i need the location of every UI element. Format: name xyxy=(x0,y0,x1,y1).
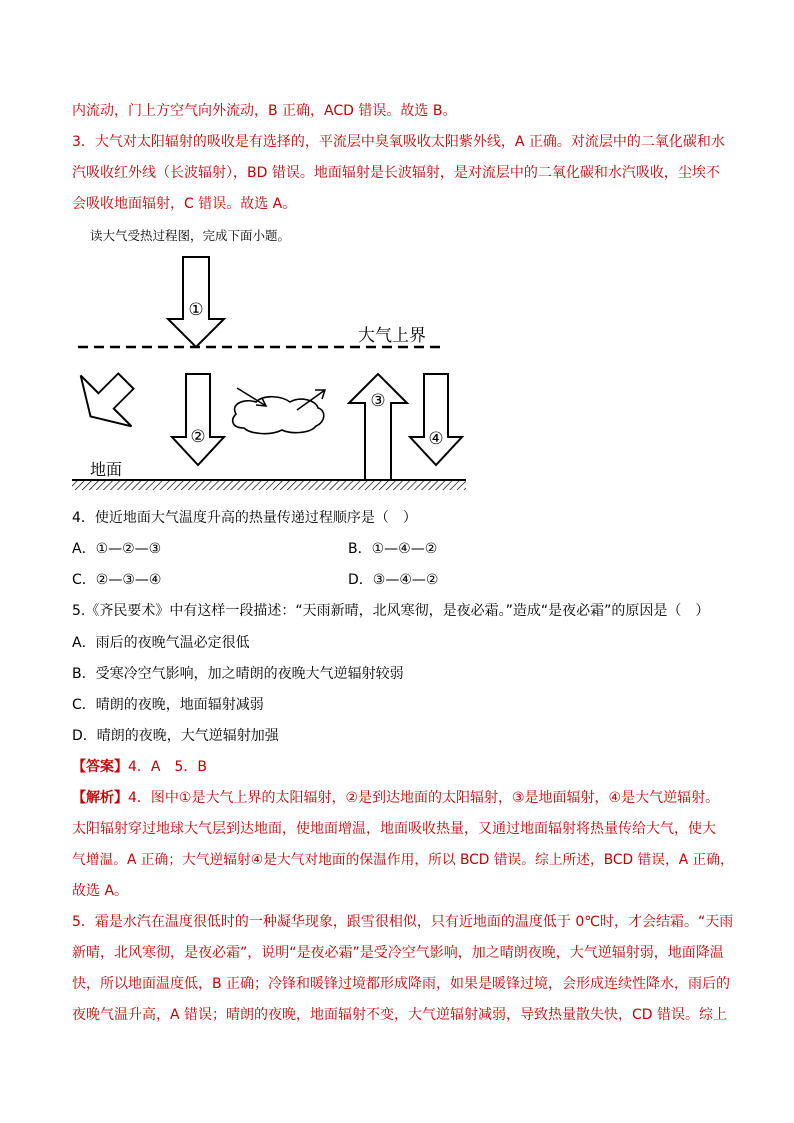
analysis-q4-line-1 xyxy=(72,788,734,808)
arrow-1-solar-radiation xyxy=(168,257,224,347)
q4-option-a: A．①—②—③ xyxy=(72,541,162,557)
analysis-q4-line-2: 太阳辐射穿过地球大气层到达地面，使地面增温，地面吸收热量，又通过地面辐射将热量传给大气，使大 xyxy=(72,821,716,837)
answer-line xyxy=(72,757,734,777)
analysis-q5-line-3: 快，所以地面温度低，B 正确；冷锋和暖锋过境都形成降雨，如果是暖锋过境，会形成连续性降水，雨后的 xyxy=(72,976,731,992)
arrow-3-label: ③ xyxy=(370,391,386,411)
answer-text: 4．A 5．B xyxy=(128,759,207,775)
arrow-2-surface-solar-radiation xyxy=(172,374,224,465)
q5-stem: 5.《齐民要术》中有这样一段描述：“天雨新晴，北风寒彻，是夜必霜。”造成“是夜必霜”的原因是（ ） xyxy=(72,603,710,619)
analysis-q5-line-1: 5．霜是水汽在温度很低时的一种凝华现象，跟雪很相似，只有近地面的温度低于 0℃时，才会结霜。“天雨 xyxy=(72,914,734,930)
q5-option-c: C．晴朗的夜晚，地面辐射减弱 xyxy=(72,697,264,713)
arrow-3-ground-radiation xyxy=(349,374,407,480)
q3-analysis-line-2: 汽吸收红外线（长波辐射），BD 错误。地面辐射是长波辐射，是对流层中的二氧化碳和水汽吸收，尘埃不 xyxy=(72,165,720,181)
cloud-icon xyxy=(233,388,325,434)
ground-label: 地面 xyxy=(90,460,123,479)
analysis-q4-text-1: 4．图中①是大气上界的太阳辐射，②是到达地面的太阳辐射，③是地面辐射，④是大气逆辐射。 xyxy=(128,790,720,806)
q5-option-b: B．受寒冷空气影响，加之晴朗的夜晚大气逆辐射较弱 xyxy=(72,666,404,682)
answer-tag: 【答案】 xyxy=(72,759,128,775)
ground-hatching xyxy=(72,480,466,490)
q4-stem: 4．使近地面大气温度升高的热量传递过程顺序是（ ） xyxy=(72,510,417,526)
analysis-tag: 【解析】 xyxy=(72,790,128,806)
q3-analysis-line-1: 3．大气对太阳辐射的吸收是有选择的，平流层中臭氧吸收太阳紫外线，A 正确。对流层中的二氧化碳和水 xyxy=(72,134,725,150)
analysis-q4-line-4: 故选 A。 xyxy=(72,883,129,899)
q4-option-b: B．①—④—② xyxy=(348,541,438,557)
reflected-radiation-arrow xyxy=(65,356,151,442)
atmosphere-heating-diagram xyxy=(60,250,480,500)
arrow-1-label: ① xyxy=(188,300,204,320)
q5-option-d: D．晴朗的夜晚，大气逆辐射加强 xyxy=(72,728,279,744)
analysis-q4-line-3: 气增温。A 正确；大气逆辐射④是大气对地面的保温作用，所以 BCD 错误。综上所述，BCD 错误，A 正确， xyxy=(72,852,734,868)
q5-option-a: A．雨后的夜晚气温必定很低 xyxy=(72,635,250,651)
q4-option-c: C．②—③—④ xyxy=(72,572,162,588)
analysis-q5-line-4: 夜晚气温升高，A 错误；晴朗的夜晚，地面辐射不变，大气逆辐射减弱，导致热量散失快，CD 错误。综上 xyxy=(72,1007,728,1023)
atmosphere-top-label: 大气上界 xyxy=(358,326,426,346)
arrow-2-label: ② xyxy=(190,427,206,447)
figure-intro: 读大气受热过程图，完成下面小题。 xyxy=(90,228,291,243)
q4-option-d: D．③—④—② xyxy=(348,572,439,588)
analysis-q5-line-2: 新晴，北风寒彻，是夜必霜”，说明“是夜必霜”是受冷空气影响，加之晴朗夜晚，大气逆辐射弱，地面降温 xyxy=(72,945,724,961)
analysis-continuation-line: 内流动，门上方空气向外流动，B 正确，ACD 错误。故选 B。 xyxy=(72,103,457,119)
q3-analysis-line-3: 会吸收地面辐射，C 错误。故选 A。 xyxy=(72,196,297,212)
arrow-4-atmospheric-counter-radiation xyxy=(410,374,462,465)
arrow-4-label: ④ xyxy=(428,429,444,449)
